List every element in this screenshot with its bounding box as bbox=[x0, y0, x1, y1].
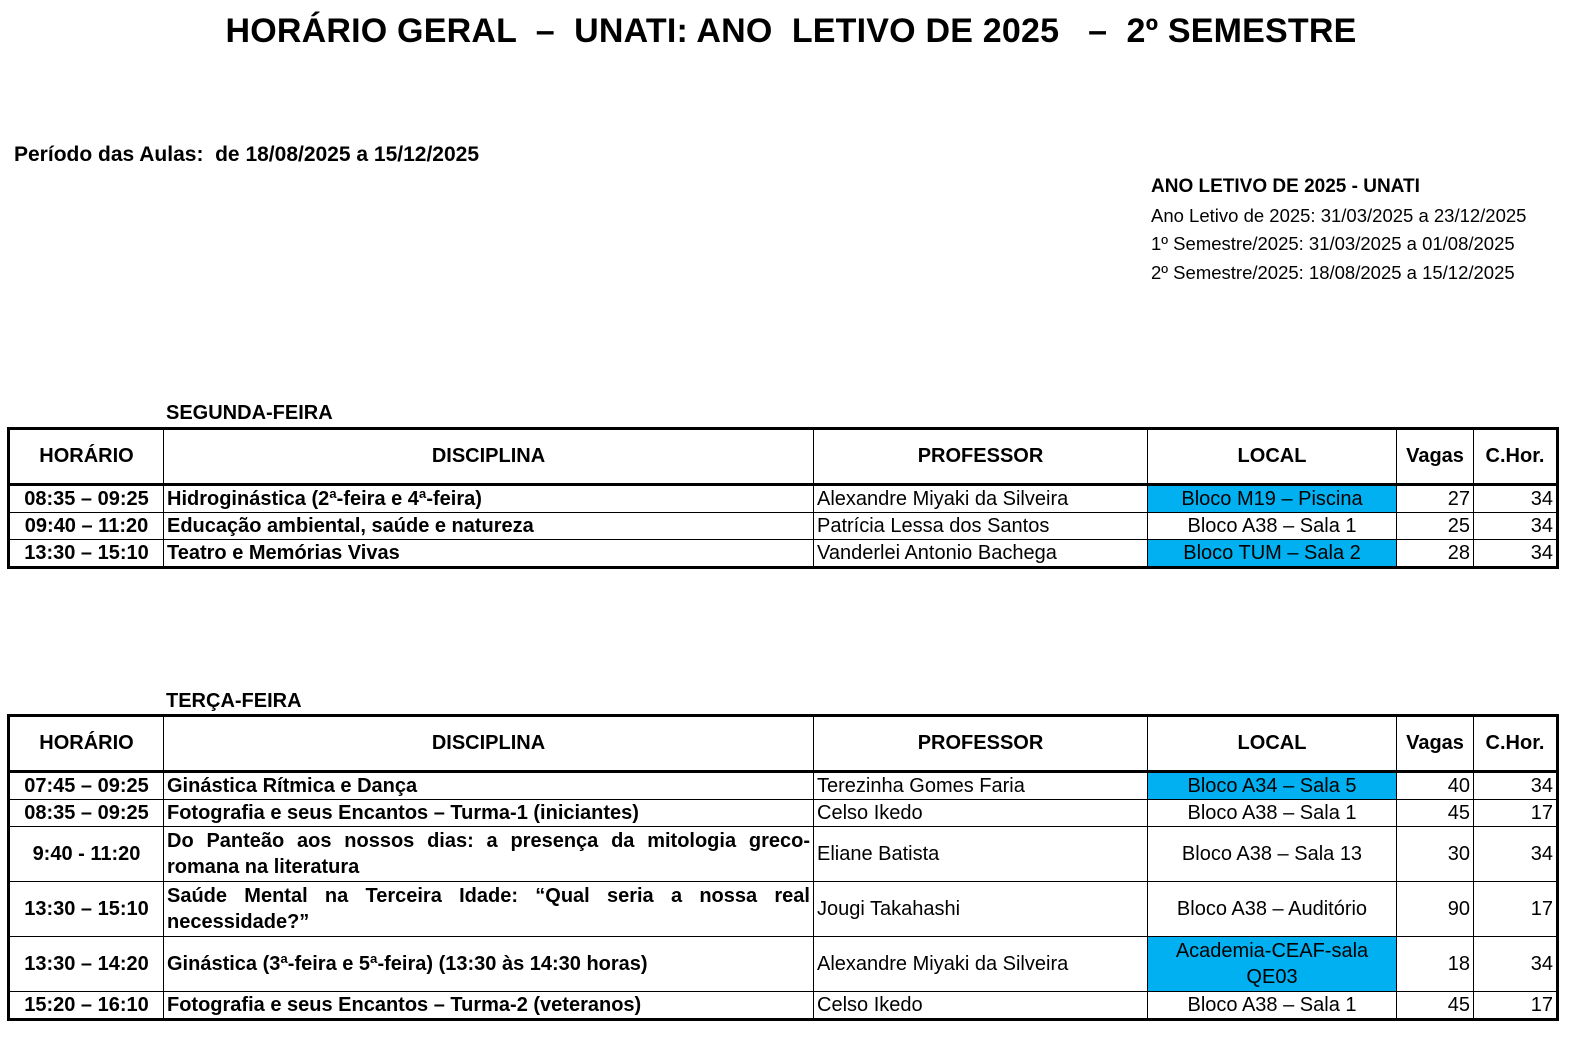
cell-vagas: 28 bbox=[1397, 540, 1474, 568]
cell-chor: 17 bbox=[1474, 992, 1558, 1020]
cell-vagas: 90 bbox=[1397, 882, 1474, 937]
cell-vagas: 27 bbox=[1397, 485, 1474, 513]
cell-horario: 15:20 – 16:10 bbox=[9, 992, 164, 1020]
table-row bbox=[9, 513, 1558, 540]
cell-vagas: 40 bbox=[1397, 772, 1474, 800]
cell-professor: Alexandre Miyaki da Silveira bbox=[814, 485, 1148, 513]
cell-professor: Eliane Batista bbox=[814, 827, 1148, 882]
col-disciplina: DISCIPLINA bbox=[164, 429, 814, 485]
table-row bbox=[9, 827, 1558, 882]
table-row bbox=[9, 485, 1558, 513]
cell-horario: 13:30 – 14:20 bbox=[9, 937, 164, 992]
cell-local: Bloco A38 – Sala 1 bbox=[1148, 992, 1397, 1020]
cell-horario: 08:35 – 09:25 bbox=[9, 800, 164, 827]
cell-vagas: 25 bbox=[1397, 513, 1474, 540]
cell-chor: 34 bbox=[1474, 513, 1558, 540]
col-professor: PROFESSOR bbox=[814, 716, 1148, 772]
table-row bbox=[9, 772, 1558, 800]
page-title: HORÁRIO GERAL – UNATI: ANO LETIVO DE 2025 – 2º SEMESTRE bbox=[225, 12, 1357, 50]
cell-local: Bloco TUM – Sala 2 bbox=[1148, 540, 1397, 568]
cell-chor: 34 bbox=[1474, 827, 1558, 882]
cell-disciplina: Teatro e Memórias Vivas bbox=[164, 540, 814, 568]
cell-horario: 9:40 - 11:20 bbox=[9, 827, 164, 882]
cell-disciplina: Fotografia e seus Encantos – Turma-2 (veteranos) bbox=[164, 992, 814, 1020]
col-chor: C.Hor. bbox=[1474, 429, 1558, 485]
cell-chor: 17 bbox=[1474, 882, 1558, 937]
cell-chor: 34 bbox=[1474, 772, 1558, 800]
cell-professor: Celso Ikedo bbox=[814, 992, 1148, 1020]
cell-local: Academia-CEAF-sala QE03 bbox=[1148, 937, 1397, 992]
cell-professor: Patrícia Lessa dos Santos bbox=[814, 513, 1148, 540]
day-label-segunda: SEGUNDA-FEIRA bbox=[166, 402, 333, 424]
cell-disciplina: Fotografia e seus Encantos – Turma-1 (iniciantes) bbox=[164, 800, 814, 827]
header-row bbox=[9, 429, 1558, 485]
cell-horario: 09:40 – 11:20 bbox=[9, 513, 164, 540]
periodo-aulas: Período das Aulas: de 18/08/2025 a 15/12/2025 bbox=[14, 143, 479, 166]
cell-disciplina: Saúde Mental na Terceira Idade: “Qual seria a nossa real necessidade?” bbox=[164, 882, 814, 937]
cell-vagas: 45 bbox=[1397, 800, 1474, 827]
cell-professor: Jougi Takahashi bbox=[814, 882, 1148, 937]
cell-disciplina: Hidroginástica (2ª-feira e 4ª-feira) bbox=[164, 485, 814, 513]
semestre-1-line: 1º Semestre/2025: 31/03/2025 a 01/08/2025 bbox=[1151, 233, 1515, 254]
cell-local: Bloco A34 – Sala 5 bbox=[1148, 772, 1397, 800]
cell-chor: 34 bbox=[1474, 540, 1558, 568]
cell-local: Bloco A38 – Auditório bbox=[1148, 882, 1397, 937]
col-local: LOCAL bbox=[1148, 716, 1397, 772]
cell-professor: Vanderlei Antonio Bachega bbox=[814, 540, 1148, 568]
header-row bbox=[9, 716, 1558, 772]
cell-professor: Celso Ikedo bbox=[814, 800, 1148, 827]
ano-letivo-line: Ano Letivo de 2025: 31/03/2025 a 23/12/2025 bbox=[1151, 204, 1527, 226]
col-vagas: Vagas bbox=[1397, 429, 1474, 485]
col-horario: HORÁRIO bbox=[9, 429, 164, 485]
cell-local: Bloco M19 – Piscina bbox=[1148, 485, 1397, 513]
semestre-2-line: 2º Semestre/2025: 18/08/2025 a 15/12/2025 bbox=[1151, 261, 1515, 283]
cell-professor: Alexandre Miyaki da Silveira bbox=[814, 937, 1148, 992]
table-row bbox=[9, 992, 1558, 1020]
ano-letivo-info bbox=[1151, 173, 1526, 287]
cell-professor: Terezinha Gomes Faria bbox=[814, 772, 1148, 800]
schedule-table-segunda bbox=[7, 427, 1559, 569]
cell-vagas: 45 bbox=[1397, 992, 1474, 1020]
cell-horario: 13:30 – 15:10 bbox=[9, 540, 164, 568]
col-vagas: Vagas bbox=[1397, 716, 1474, 772]
table-row bbox=[9, 882, 1558, 937]
schedule-table-terca bbox=[7, 714, 1559, 1021]
col-chor: C.Hor. bbox=[1474, 716, 1558, 772]
cell-horario: 13:30 – 15:10 bbox=[9, 882, 164, 937]
cell-disciplina: Educação ambiental, saúde e natureza bbox=[164, 513, 814, 540]
cell-chor: 17 bbox=[1474, 800, 1558, 827]
cell-local: Bloco A38 – Sala 1 bbox=[1148, 513, 1397, 540]
cell-chor: 34 bbox=[1474, 485, 1558, 513]
cell-vagas: 30 bbox=[1397, 827, 1474, 882]
cell-disciplina: Ginástica (3ª-feira e 5ª-feira) (13:30 às 14:30 horas) bbox=[164, 937, 814, 992]
ano-letivo-heading: ANO LETIVO DE 2025 - UNATI bbox=[1151, 176, 1420, 197]
day-label-terca: TERÇA-FEIRA bbox=[166, 690, 302, 712]
col-local: LOCAL bbox=[1148, 429, 1397, 485]
table-row bbox=[9, 540, 1558, 568]
table-row bbox=[9, 937, 1558, 992]
table-row bbox=[9, 800, 1558, 827]
col-professor: PROFESSOR bbox=[814, 429, 1148, 485]
cell-local: Bloco A38 – Sala 1 bbox=[1148, 800, 1397, 827]
cell-horario: 07:45 – 09:25 bbox=[9, 772, 164, 800]
cell-horario: 08:35 – 09:25 bbox=[9, 485, 164, 513]
col-horario: HORÁRIO bbox=[9, 716, 164, 772]
cell-local: Bloco A38 – Sala 13 bbox=[1148, 827, 1397, 882]
col-disciplina: DISCIPLINA bbox=[164, 716, 814, 772]
cell-vagas: 18 bbox=[1397, 937, 1474, 992]
cell-disciplina: Ginástica Rítmica e Dança bbox=[164, 772, 814, 800]
cell-disciplina: Do Panteão aos nossos dias: a presença da mitologia greco-romana na literatura bbox=[164, 827, 814, 882]
cell-chor: 34 bbox=[1474, 937, 1558, 992]
